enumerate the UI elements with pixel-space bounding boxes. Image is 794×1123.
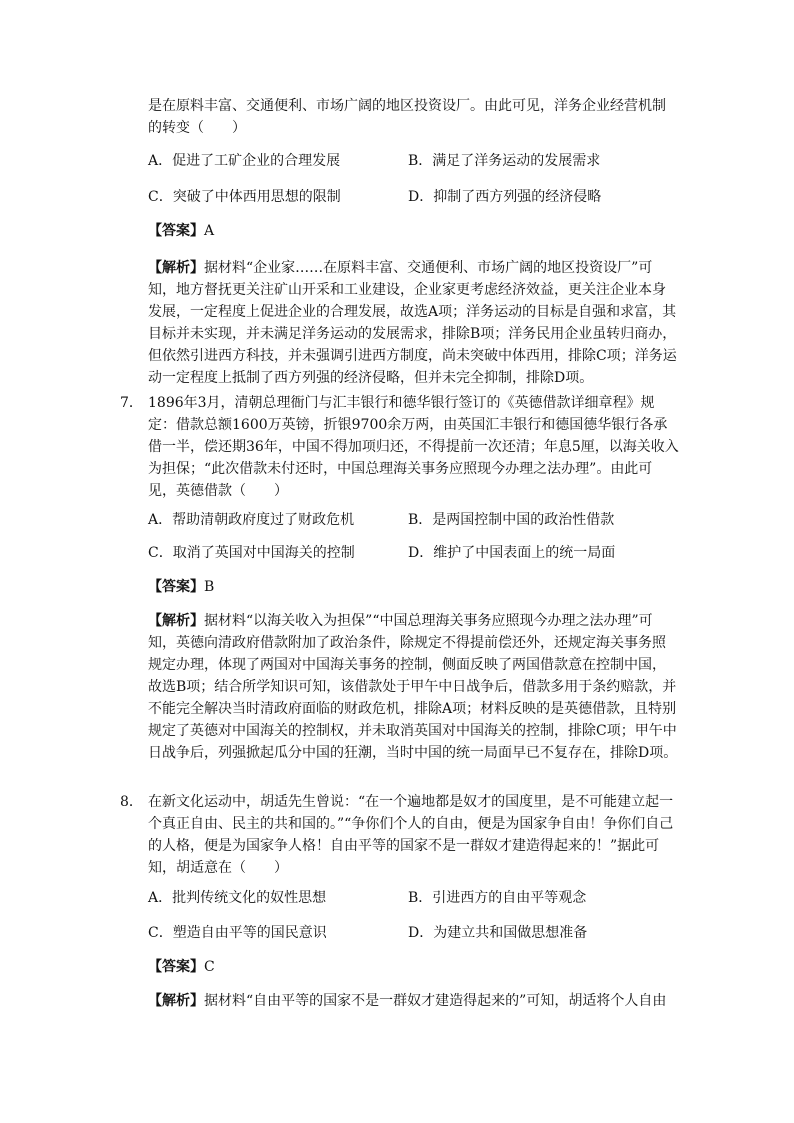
q7-option-c: C．取消了英国对中国海关的控制 bbox=[148, 545, 355, 561]
q6-answer-value: A bbox=[204, 223, 215, 239]
q7-number: 7． bbox=[120, 395, 143, 411]
q8-answer bbox=[148, 956, 678, 978]
q8-answer-label: 【答案】 bbox=[148, 959, 204, 975]
q7-option-d: D．维护了中国表面上的统一局面 bbox=[408, 545, 616, 561]
q8-answer-value: C bbox=[204, 959, 215, 975]
q6-option-a: A．促进了工矿企业的合理发展 bbox=[148, 153, 341, 169]
q8-number: 8． bbox=[120, 794, 143, 810]
q7-stem-text: 1896年3月，清朝总理衙门与汇丰银行和德华银行签订的《英德借款详细章程》规定：借款总额1600万英镑，折银9700余万两，由英国汇丰银行和德国德华银行各承借一半，偿还期36年，中国不得加项归还，不得提前一次还清；年息5厘，以海关收入为担保；“此次借款未付还时，中国总理海关事务应照现今办理之法办理”。由此可见，英德借款（ ） bbox=[148, 395, 679, 499]
q8-option-a: A．批判传统文化的奴性思想 bbox=[148, 890, 327, 906]
q7-option-b: B．是两国控制中国的政治性借款 bbox=[408, 512, 615, 528]
q8-analysis-label: 【解析】 bbox=[148, 993, 204, 1009]
q7-answer-label: 【答案】 bbox=[148, 579, 204, 595]
q6-analysis-text: 据材料“企业家……在原料丰富、交通便利、市场广阔的地区投资设厂”可知，地方督抚更关注矿山开采和工业建设，企业家更考虑经济效益，更关注企业本身发展，一定程度上促进企业的合理发展，故选A项；洋务运动的目标是自强和求富，其目标并未实现，并未满足洋务运动的发展需求，排除B项；洋务民用企业虽转归商办，但依然引进西方科技，并未强调引进西方制度，尚未突破中体西用，排除C项；洋务运动一定程度上抵制了西方列强的经济侵略，但并未完全抑制，排除D项。 bbox=[148, 260, 677, 386]
q8-option-c: C．塑造自由平等的国民意识 bbox=[148, 925, 327, 941]
q6-stem bbox=[148, 95, 678, 139]
q6-answer bbox=[148, 220, 678, 242]
q8-analysis-text: 据材料“自由平等的国家不是一群奴才建造得起来的”可知，胡适将个人自由 bbox=[204, 993, 667, 1009]
q7-analysis bbox=[148, 610, 678, 764]
q6-analysis-label: 【解析】 bbox=[148, 260, 204, 276]
q8-option-d: D．为建立共和国做思想准备 bbox=[408, 925, 588, 941]
q7-analysis-label: 【解析】 bbox=[148, 613, 204, 629]
q7-stem bbox=[120, 392, 680, 502]
q6-option-c: C．突破了中体西用思想的限制 bbox=[148, 189, 341, 205]
q8-option-b: B．引进西方的自由平等观念 bbox=[408, 890, 587, 906]
q6-option-b: B．满足了洋务运动的发展需求 bbox=[408, 153, 601, 169]
q6-stem-text: 是在原料丰富、交通便利、市场广阔的地区投资设厂。由此可见，洋务企业经营机制的转变（ ） bbox=[148, 98, 666, 136]
q8-analysis bbox=[148, 990, 678, 1012]
q8-stem bbox=[120, 791, 680, 879]
q7-analysis-text: 据材料“以海关收入为担保”“中国总理海关事务应照现今办理之法办理”可知，英德向清政府借款附加了政治条件，除规定不得提前偿还外，还规定海关事务照规定办理，体现了两国对中国海关事务的控制，侧面反映了两国借款意在控制中国，故选B项；结合所学知识可知，该借款处于甲午中日战争后，借款多用于条约赔款，并不能完全解决当时清政府面临的财政危机，排除A项；材料反映的是英德借款，且特别规定了英德对中国海关的控制权，并未取消英国对中国海关的控制，排除C项；甲午中日战争后，列强掀起瓜分中国的狂潮，当时中国的统一局面早已不复存在，排除D项。 bbox=[148, 613, 678, 761]
q7-option-a: A．帮助清朝政府度过了财政危机 bbox=[148, 512, 355, 528]
q6-option-d: D．抑制了西方列强的经济侵略 bbox=[408, 189, 602, 205]
q8-stem-text: 在新文化运动中，胡适先生曾说：“在一个遍地都是奴才的国度里，是不可能建立起一个真正自由、民主的共和国的。”“争你们个人的自由，便是为国家争自由！争你们自己的人格，便是为国家争人格！自由平等的国家不是一群奴才建造得起来的！”据此可知，胡适意在（ ） bbox=[148, 794, 674, 876]
q6-analysis bbox=[148, 257, 678, 389]
q6-answer-label: 【答案】 bbox=[148, 223, 204, 239]
q7-answer bbox=[148, 576, 678, 598]
q7-answer-value: B bbox=[204, 579, 215, 595]
